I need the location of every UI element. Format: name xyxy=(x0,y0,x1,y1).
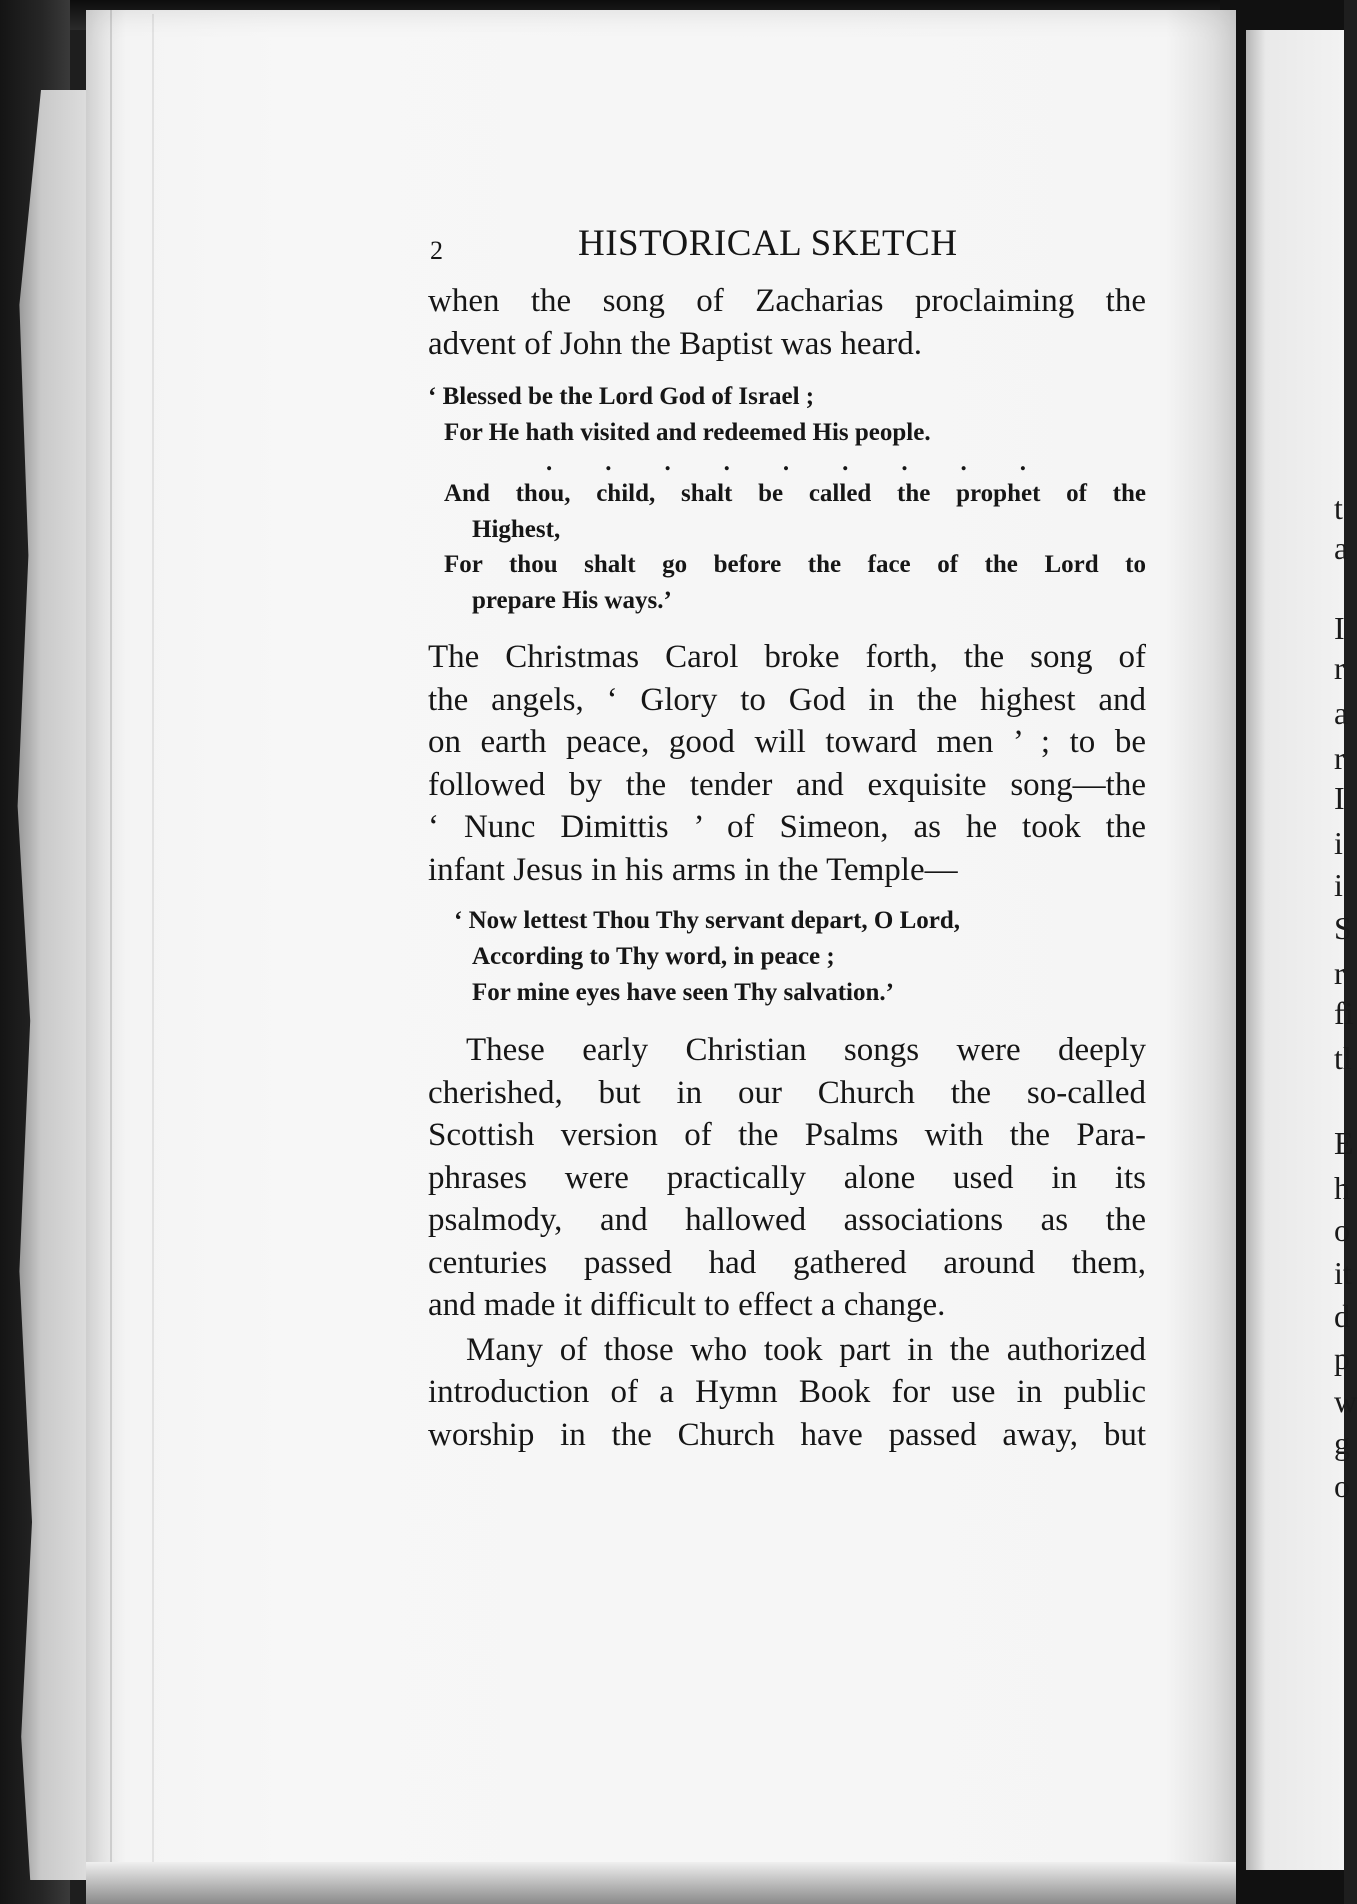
facing-page-letter: it xyxy=(1334,1255,1352,1291)
text-line: advent of John the Baptist was heard. xyxy=(428,325,922,362)
facing-page-letter: w xyxy=(1334,1383,1357,1419)
facing-page-letter: o xyxy=(1334,1468,1350,1504)
facing-page-letter: i xyxy=(1334,825,1343,861)
paragraph-zacharias xyxy=(428,280,1146,365)
facing-page-letter: r xyxy=(1334,955,1345,991)
text-line: worship in the Church have passed away, but xyxy=(428,1416,1146,1453)
text-line: phrases were practically alone used in its xyxy=(428,1159,1146,1196)
page-bottom-edge xyxy=(86,1862,1236,1904)
dot: . xyxy=(546,449,553,476)
dot: . xyxy=(782,449,790,476)
text-line: followed by the tender and exquisite song—the xyxy=(428,766,1146,803)
paragraph-hymn-book xyxy=(428,1329,1146,1457)
text-line: and made it difficult to effect a change. xyxy=(428,1287,946,1323)
ellipsis-dots xyxy=(546,450,1026,476)
facing-page-letter: S xyxy=(1334,910,1352,946)
facing-page-letter: o xyxy=(1334,1212,1350,1248)
verse-line: prepare His ways.’ xyxy=(472,586,672,614)
page-text-block xyxy=(428,222,1146,1456)
page-fold-line-secondary xyxy=(152,14,154,1874)
running-head xyxy=(428,222,1146,272)
paragraph-christmas-carol xyxy=(428,636,1146,891)
facing-page-letter: fi xyxy=(1334,995,1354,1031)
dot: . xyxy=(842,449,849,476)
verse-nunc-dimittis xyxy=(428,903,1146,1011)
facing-page-letter: I xyxy=(1334,780,1345,816)
facing-page-letter: i xyxy=(1334,867,1343,903)
verse-line: For thou shalt go before the face of the Lord to xyxy=(444,551,1146,578)
dot: . xyxy=(723,449,730,476)
facing-page-letter: g xyxy=(1334,1425,1350,1461)
text-line: introduction of a Hymn Book for use in public xyxy=(428,1374,1146,1410)
text-line: on earth peace, good will toward men ’ ; to be xyxy=(428,724,1146,760)
facing-page-letter: p xyxy=(1334,1340,1350,1376)
facing-page-edge xyxy=(1246,30,1344,1870)
text-line: infant Jesus in his arms in the Temple— xyxy=(428,851,958,888)
verse-line: ‘ Now lettest Thou Thy servant depart, O Lord, xyxy=(454,907,961,934)
verse-line: For He hath visited and redeemed His people. xyxy=(444,418,931,446)
text-line: Many of those who took part in the authorized xyxy=(466,1331,1146,1368)
verse-line: For mine eyes have seen Thy salvation.’ xyxy=(472,979,894,1006)
verse-line: According to Thy word, in peace ; xyxy=(472,943,835,970)
page-number: 2 xyxy=(430,236,443,265)
facing-page-letter: r xyxy=(1334,740,1345,776)
facing-page-letter: tl xyxy=(1334,1040,1352,1076)
facing-page-letter: E xyxy=(1334,1125,1354,1161)
running-title: HISTORICAL SKETCH xyxy=(578,223,958,264)
paragraph-early-christian-songs xyxy=(428,1029,1146,1327)
dot: . xyxy=(960,449,967,476)
facing-page-letter: I xyxy=(1334,610,1345,646)
facing-page-letter: t xyxy=(1334,490,1343,526)
page-fold-line xyxy=(110,10,112,1880)
facing-page-letter: a xyxy=(1334,695,1349,731)
text-line: when the song of Zacharias proclaiming the xyxy=(428,283,1146,319)
text-line: the angels, ‘ Glory to God in the highest and xyxy=(428,681,1146,718)
dot: . xyxy=(1019,449,1026,476)
dot: . xyxy=(901,449,908,476)
verse-line: And thou, child, shalt be called the prophet of the xyxy=(444,480,1146,507)
dot: . xyxy=(664,449,671,476)
facing-page-letter: r xyxy=(1334,650,1345,686)
verse-line: ‘ Blessed be the Lord God of Israel ; xyxy=(428,383,815,410)
text-line: Scottish version of the Psalms with the Para- xyxy=(428,1117,1146,1153)
text-line: centuries passed had gathered around them, xyxy=(428,1244,1146,1281)
facing-page-letter: a xyxy=(1334,530,1349,566)
text-line: cherished, but in our Church the so-called xyxy=(428,1074,1146,1111)
text-line: psalmody, and hallowed associations as the xyxy=(428,1202,1146,1238)
text-line: These early Christian songs were deeply xyxy=(466,1032,1146,1068)
verse-benedictus xyxy=(428,379,1146,618)
verse-line: Highest, xyxy=(472,515,561,543)
facing-page-letter: h xyxy=(1334,1170,1350,1206)
text-line: ‘ Nunc Dimittis ’ of Simeon, as he took the xyxy=(428,809,1146,845)
text-line: The Christmas Carol broke forth, the song of xyxy=(428,639,1146,675)
facing-page-letter: d xyxy=(1334,1298,1350,1334)
dot: . xyxy=(605,449,612,476)
